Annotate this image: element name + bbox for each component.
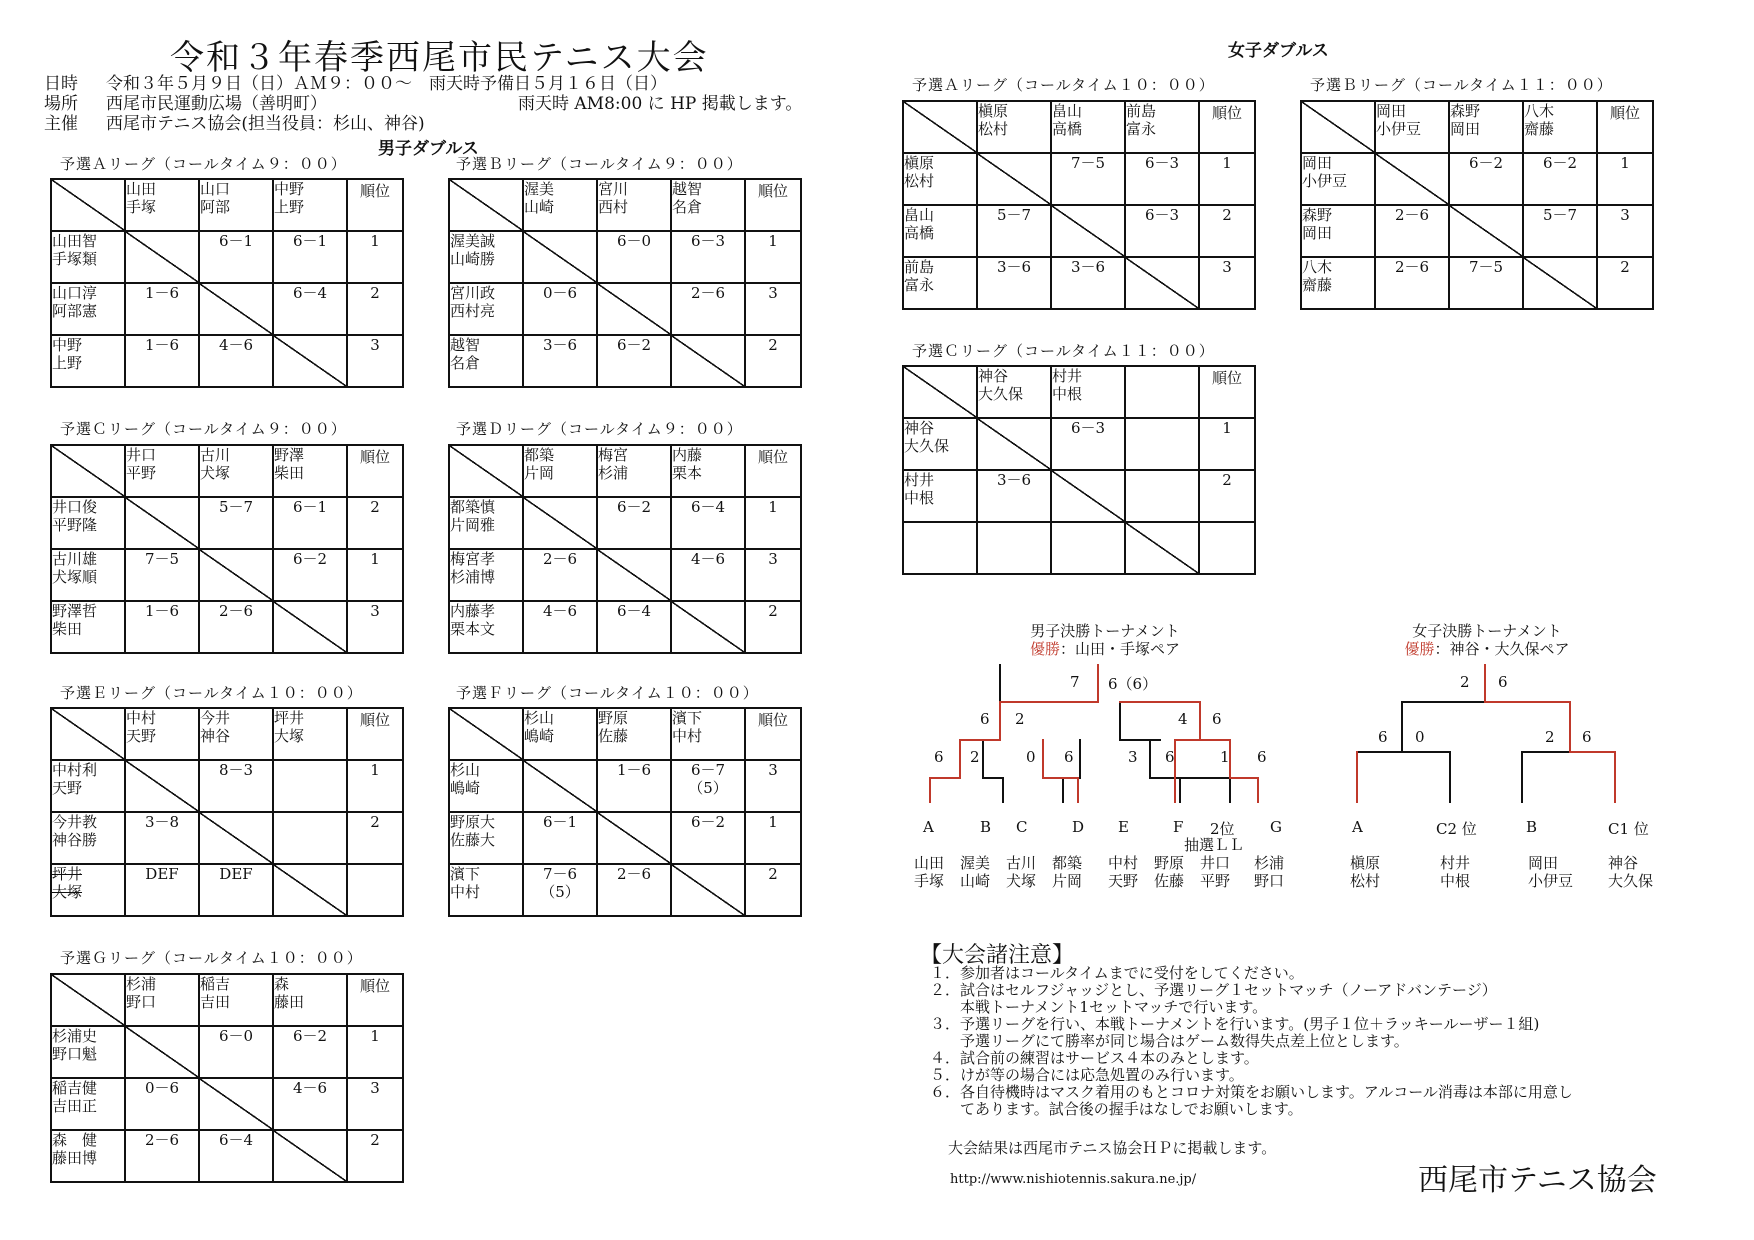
- score-cell: 6－3: [1051, 418, 1125, 470]
- team-name: 中野 上野: [274, 180, 305, 216]
- rank-cell: 2: [745, 864, 801, 916]
- rank-cell: 2: [347, 497, 403, 549]
- rank-cell: 2: [347, 1130, 403, 1182]
- champion-pair: ：山田・手塚ペア: [1060, 640, 1181, 658]
- team-name: 森 健 藤田博: [52, 1131, 98, 1167]
- score-cell: 6－2: [273, 1026, 347, 1078]
- rank-cell: 3: [347, 335, 403, 387]
- score-cell: 6－3: [1125, 205, 1199, 257]
- bracket-player: 山田 手塚: [914, 854, 945, 890]
- bracket-score: 4: [1178, 710, 1188, 728]
- score-cell: 0－6: [125, 1078, 199, 1130]
- score-cell: 6－4: [273, 283, 347, 335]
- team-name: 杉山 嶋崎: [450, 761, 481, 797]
- team-name: 野澤 柴田: [274, 446, 305, 482]
- score-cell: 4－6: [273, 1078, 347, 1130]
- rank-cell: 3: [1597, 205, 1653, 257]
- rank-cell: 1: [1597, 153, 1653, 205]
- team-name: 八木 齋藤: [1524, 102, 1555, 138]
- bracket-score: 6: [1212, 710, 1222, 728]
- bracket-slot: F: [1173, 818, 1184, 836]
- score-cell: 8－3: [199, 760, 273, 812]
- score-cell: 6－2: [1523, 153, 1597, 205]
- footer-organization: 西尾市テニス協会: [1418, 1163, 1657, 1198]
- score-cell: 0－6: [523, 283, 597, 335]
- rank-header: 順位: [1199, 101, 1255, 153]
- score-cell: 6－4: [671, 497, 745, 549]
- note-line: ６．各自待機時はマスク着用のもとコロナ対策をお願いします。アルコール消毒は本部に用意し: [930, 1083, 1573, 1101]
- bracket-player: 村井 中根: [1440, 854, 1471, 890]
- score-cell: 6－1: [273, 231, 347, 283]
- score-cell: 6－2: [1449, 153, 1523, 205]
- bracket-score: 3: [1128, 748, 1138, 766]
- team-name: 槇原 松村: [978, 102, 1009, 138]
- score-cell: 6－3: [671, 231, 745, 283]
- score-cell: 6－1: [273, 497, 347, 549]
- score-cell: 1－6: [125, 601, 199, 653]
- score-cell: 1－6: [125, 335, 199, 387]
- bracket-player: 井口 平野: [1200, 854, 1231, 890]
- womens-tournament-title: 女子決勝トーナメント: [1412, 622, 1562, 640]
- note-line: ２．試合はセルフジャッジとし、予選リーグ１セットマッチ（ノーアドバンテージ）: [930, 981, 1497, 999]
- rank-header: 順位: [745, 445, 801, 497]
- team-name: 濱下 中村: [672, 709, 703, 745]
- rank-header: 順位: [347, 445, 403, 497]
- rank-header: 順位: [1597, 101, 1653, 153]
- team-name: 杉浦史 野口魁: [52, 1027, 98, 1063]
- bracket-score: 6: [1257, 748, 1267, 766]
- page-title: 令和３年春季西尾市民テニス大会: [170, 38, 709, 78]
- champion-pair: ：神谷・大久保ペア: [1434, 640, 1570, 658]
- team-name: 古川雄 犬塚順: [52, 550, 98, 586]
- score-cell: 6－2: [671, 812, 745, 864]
- note-line: 本戦トーナメント1セットマッチで行います。: [930, 998, 1268, 1016]
- rank-cell: 2: [745, 601, 801, 653]
- info-label: 場所: [44, 94, 78, 114]
- info-text: 令和３年５月９日（日）ＡＭ９：００～ 雨天時予備日５月１６日（日）: [106, 74, 667, 94]
- score-cell: 3－6: [977, 470, 1051, 522]
- team-name: 井口俊 平野隆: [52, 498, 98, 534]
- score-cell: 7－5: [1051, 153, 1125, 205]
- team-name: 都築 片岡: [524, 446, 555, 482]
- lucky-loser-label: 抽選ＬＬ: [1184, 836, 1245, 854]
- bracket-slot: 2位: [1210, 820, 1235, 838]
- score-cell: 6－1: [523, 812, 597, 864]
- league-title: 予選Ｃリーグ（コールタイム９：００）: [60, 420, 347, 438]
- team-name: 杉山 嶋崎: [524, 709, 555, 745]
- mens-winner-lines: [930, 665, 1258, 802]
- score-cell: 6－2: [597, 497, 671, 549]
- score-cell: 6－0: [597, 231, 671, 283]
- bracket-slot: A: [1352, 818, 1363, 836]
- bracket-slot: C2 位: [1436, 820, 1477, 838]
- rank-cell: 1: [347, 549, 403, 601]
- bracket-player: 古川 犬塚: [1006, 854, 1037, 890]
- team-name: 坪井 大塚: [274, 709, 305, 745]
- score-cell: 1－6: [597, 760, 671, 812]
- team-name: 前島 富永: [904, 258, 935, 294]
- champion-label: 優勝: [1029, 640, 1060, 658]
- team-name: 梅宮 杉浦: [598, 446, 629, 482]
- rank-header: 順位: [347, 974, 403, 1026]
- bracket-player: 杉浦 野口: [1254, 854, 1285, 890]
- score-cell: 5－7: [199, 497, 273, 549]
- team-name: 前島 富永: [1126, 102, 1157, 138]
- team-name: 中村利 天野: [52, 761, 98, 797]
- note-line: ４．試合前の練習はサービス４本のみとします。: [930, 1049, 1259, 1067]
- bracket-score: 2: [1460, 673, 1470, 691]
- rank-cell: 2: [1597, 257, 1653, 309]
- score-cell: 3－6: [523, 335, 597, 387]
- bracket-score: 6: [1378, 728, 1388, 746]
- team-name: 神谷 大久保: [904, 419, 950, 455]
- league-title: 予選Ｇリーグ（コールタイム１０：００）: [60, 949, 363, 967]
- score-cell: 4－6: [199, 335, 273, 387]
- score-cell: 6－4: [597, 601, 671, 653]
- bracket-player: 槇原 松村: [1350, 854, 1381, 890]
- team-name: 今井 神谷: [200, 709, 231, 745]
- rain-note: 雨天時 AM8:00 に HP 掲載します。: [518, 94, 803, 114]
- rank-cell: 3: [745, 283, 801, 335]
- team-name: 宮川 西村: [598, 180, 629, 216]
- team-name: 濱下 中村: [450, 865, 481, 901]
- score-cell: 5－7: [1523, 205, 1597, 257]
- info-label: 日時: [44, 74, 78, 94]
- team-name: 村井 中根: [904, 471, 935, 507]
- rank-cell: 2: [745, 335, 801, 387]
- score-cell: DEF: [199, 864, 273, 916]
- score-cell: 5－7: [977, 205, 1051, 257]
- womens-doubles-heading: 女子ダブルス: [1228, 41, 1329, 61]
- bracket-score: 6: [980, 710, 990, 728]
- score-cell: DEF: [125, 864, 199, 916]
- team-name: 山口 阿部: [200, 180, 231, 216]
- rank-header: 順位: [745, 708, 801, 760]
- rank-cell: 3: [347, 601, 403, 653]
- bracket-score: 1: [1220, 748, 1230, 766]
- score-cell: 3－6: [1051, 257, 1125, 309]
- rank-cell: 1: [1199, 418, 1255, 470]
- champion-label: 優勝: [1404, 640, 1435, 658]
- rank-header: 順位: [1199, 366, 1255, 418]
- mens-champion: [980, 638, 1230, 659]
- team-name: 山口淳 阿部憲: [52, 284, 98, 320]
- bracket-player: 渥美 山崎: [960, 854, 991, 890]
- team-name: 森 藤田: [274, 975, 305, 1011]
- team-name: 都築慎 片岡雅: [450, 498, 496, 534]
- score-cell: 2－6: [125, 1130, 199, 1182]
- womens-winner-lines: [1357, 665, 1615, 802]
- team-name: 神谷 大久保: [978, 367, 1024, 403]
- rank-cell: 1: [745, 231, 801, 283]
- team-name: 中野 上野: [52, 336, 83, 372]
- score-cell: 6－2: [273, 549, 347, 601]
- score-cell: 4－6: [671, 549, 745, 601]
- score-cell: 7－6 （5）: [523, 864, 597, 916]
- womens-bracket-lines: [1357, 702, 1570, 802]
- rank-cell: 3: [347, 1078, 403, 1130]
- bracket-slot: C1 位: [1608, 820, 1649, 838]
- score-cell: 3－6: [977, 257, 1051, 309]
- mens-doubles-heading: 男子ダブルス: [378, 139, 479, 159]
- score-cell: 7－5: [1449, 257, 1523, 309]
- info-text: 西尾市民運動広場（善明町）: [106, 94, 327, 114]
- team-name: 槇原 松村: [904, 154, 935, 190]
- rank-cell: 1: [347, 1026, 403, 1078]
- team-name: 渥美誠 山崎勝: [450, 232, 496, 268]
- rank-header: 順位: [745, 179, 801, 231]
- team-name: 宮川政 西村亮: [450, 284, 496, 320]
- bracket-slot: C: [1016, 818, 1028, 836]
- score-cell: 2－6: [1375, 205, 1449, 257]
- bracket-slot: E: [1118, 818, 1129, 836]
- team-name: 渥美 山崎: [524, 180, 555, 216]
- score-cell: 1－6: [125, 283, 199, 335]
- league-title: 予選Ｃリーグ（コールタイム１１：００）: [912, 342, 1215, 360]
- score-cell: 2－6: [671, 283, 745, 335]
- rank-cell: 2: [1199, 205, 1255, 257]
- score-cell: 3－8: [125, 812, 199, 864]
- note-line: 予選リーグにて勝率が同じ場合はゲーム数得失点差上位とします。: [930, 1032, 1409, 1050]
- bracket-score: 7: [1070, 673, 1080, 691]
- score-cell: 2－6: [523, 549, 597, 601]
- team-name: 稲吉健 吉田正: [52, 1079, 98, 1115]
- team-name: 内藤孝 栗本文: [450, 602, 496, 638]
- rank-header: 順位: [347, 708, 403, 760]
- score-cell: 6－1: [199, 231, 273, 283]
- footer-result-note: 大会結果は西尾市テニス協会ＨＰに掲載します。: [948, 1139, 1277, 1157]
- league-title: 予選Ｄリーグ（コールタイム９：００）: [456, 420, 743, 438]
- rank-cell: 3: [745, 549, 801, 601]
- bracket-player: 岡田 小伊豆: [1528, 854, 1574, 890]
- league-title: 予選Ｅリーグ（コールタイム１０：００）: [60, 684, 363, 702]
- team-name: 梅宮孝 杉浦博: [450, 550, 496, 586]
- bracket-score: 6: [1582, 728, 1592, 746]
- team-name: 稲吉 吉田: [200, 975, 231, 1011]
- score-cell: 6－3: [1125, 153, 1199, 205]
- score-cell: 2－6: [597, 864, 671, 916]
- rank-cell: 2: [1199, 470, 1255, 522]
- league-title: 予選Ｂリーグ（コールタイム９：００）: [456, 155, 743, 173]
- bracket-slot: D: [1072, 818, 1085, 836]
- bracket-score: 6: [1498, 673, 1508, 691]
- bracket-score: 6: [934, 748, 944, 766]
- bracket-slot: G: [1270, 818, 1282, 836]
- team-name: 野澤哲 柴田: [52, 602, 98, 638]
- team-name: 内藤 栗本: [672, 446, 703, 482]
- team-name: 杉浦 野口: [126, 975, 157, 1011]
- bracket-score: 6: [1064, 748, 1074, 766]
- note-line: １．参加者はコールタイムまでに受付をしてください。: [930, 964, 1304, 982]
- bracket-slot: A: [923, 818, 934, 836]
- team-name: 野原大 佐藤大: [450, 813, 496, 849]
- bracket-score: 0: [1026, 748, 1036, 766]
- team-name: 越智 名倉: [450, 336, 481, 372]
- league-title: 予選Ｂリーグ（コールタイム１１：００）: [1310, 76, 1613, 94]
- note-line: ５．けが等の場合には応急処置のみ行います。: [930, 1066, 1244, 1084]
- team-name: 畠山 高橋: [1052, 102, 1083, 138]
- info-label: 主催: [44, 114, 78, 134]
- league-title: 予選Ａリーグ（コールタイム１０：００）: [912, 76, 1215, 94]
- rank-cell: 1: [347, 760, 403, 812]
- team-name: 古川 犬塚: [200, 446, 231, 482]
- rank-cell: 3: [1199, 257, 1255, 309]
- team-name: 山田智 手塚類: [52, 232, 98, 268]
- rank-cell: 3: [745, 760, 801, 812]
- bracket-player: 中村 天野: [1108, 854, 1139, 890]
- bracket-score: 2: [970, 748, 980, 766]
- team-name: 山田 手塚: [126, 180, 157, 216]
- score-cell: 6－4: [199, 1130, 273, 1182]
- bracket-score: 0: [1415, 728, 1425, 746]
- rank-cell: 1: [347, 231, 403, 283]
- note-line: ３．予選リーグを行い、本戦トーナメントを行います。(男子１位＋ラッキールーザー１組): [930, 1015, 1540, 1033]
- team-name: 坪井 大塚: [52, 865, 83, 901]
- team-name: 中村 天野: [126, 709, 157, 745]
- womens-champion: [1362, 638, 1612, 659]
- team-name: 森野 岡田: [1450, 102, 1481, 138]
- score-cell: 6－0: [199, 1026, 273, 1078]
- bracket-player: 都築 片岡: [1052, 854, 1083, 890]
- bracket-score: 2: [1545, 728, 1555, 746]
- rank-cell: 1: [1199, 153, 1255, 205]
- bracket-score: 2: [1015, 710, 1025, 728]
- footer-url: http://www.nishiotennis.sakura.ne.jp/: [950, 1172, 1197, 1187]
- team-name: 村井 中根: [1052, 367, 1083, 403]
- team-name: 井口 平野: [126, 446, 157, 482]
- team-name: 八木 齋藤: [1302, 258, 1333, 294]
- bracket-slot: B: [1526, 818, 1538, 836]
- score-cell: 2－6: [1375, 257, 1449, 309]
- league-title: 予選Ｆリーグ（コールタイム１０：００）: [456, 684, 759, 702]
- bracket-score: 6（6）: [1108, 675, 1158, 693]
- score-cell: 2－6: [199, 601, 273, 653]
- notes-title: 【大会諸注意】: [920, 943, 1075, 968]
- team-name: 今井教 神谷勝: [52, 813, 98, 849]
- rank-cell: 2: [347, 283, 403, 335]
- team-name: 岡田 小伊豆: [1302, 154, 1348, 190]
- team-name: 畠山 高橋: [904, 206, 935, 242]
- note-line: てあります。試合後の握手はなしでお願いします。: [930, 1100, 1303, 1118]
- rank-cell: 2: [347, 812, 403, 864]
- info-text: 西尾市テニス協会(担当役員：杉山、神谷): [106, 114, 425, 134]
- score-cell: 4－6: [523, 601, 597, 653]
- score-cell: 6－7 （5）: [671, 760, 745, 812]
- score-cell: 7－5: [125, 549, 199, 601]
- bracket-score: 6: [1165, 748, 1175, 766]
- team-name: 越智 名倉: [672, 180, 703, 216]
- team-name: 野原 佐藤: [598, 709, 629, 745]
- bracket-player: 神谷 大久保: [1608, 854, 1654, 890]
- rank-cell: 1: [745, 812, 801, 864]
- rank-cell: 1: [745, 497, 801, 549]
- bracket-player: 野原 佐藤: [1154, 854, 1185, 890]
- bracket-slot: B: [980, 818, 992, 836]
- mens-tournament-title: 男子決勝トーナメント: [1030, 622, 1180, 640]
- mens-bracket-lines: [983, 665, 1230, 802]
- score-cell: 6－2: [597, 335, 671, 387]
- team-name: 岡田 小伊豆: [1376, 102, 1422, 138]
- rank-header: 順位: [347, 179, 403, 231]
- team-name: 森野 岡田: [1302, 206, 1333, 242]
- league-title: 予選Ａリーグ（コールタイム９：００）: [60, 155, 347, 173]
